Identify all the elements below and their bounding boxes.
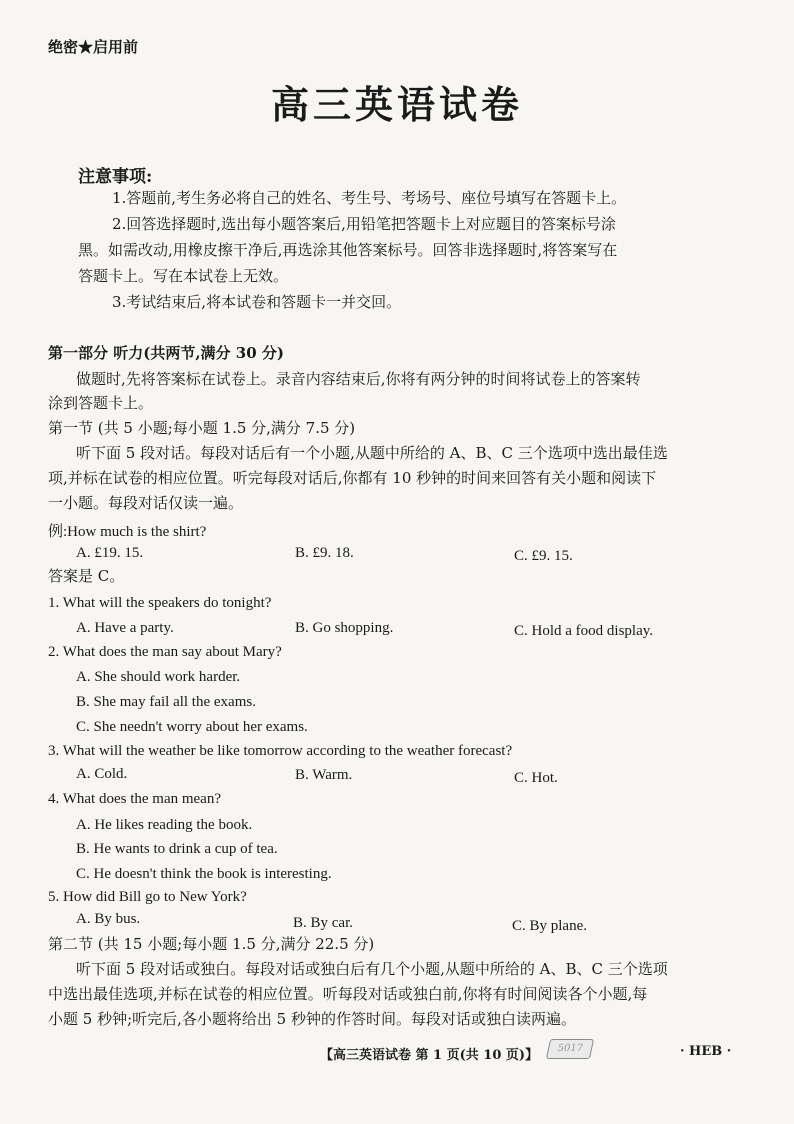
example-option-b: B. £9. 18. (295, 545, 354, 561)
page-footer: 【高三英语试卷 第 1 页(共 10 页)】 (320, 1048, 539, 1063)
notice-line: 2.回答选择题时,选出每小题答案后,用铅笔把答题卡上对应题目的答案标号涂 (112, 215, 616, 233)
example-option-c: C. £9. 15. (514, 548, 573, 564)
question-1-option-a: A. Have a party. (76, 620, 174, 636)
page-title: 高三英语试卷 (270, 82, 523, 127)
part1-heading: 第一部分 听力(共两节,满分 30 分) (48, 344, 284, 362)
section2-instructions: 中选出最佳选项,并标在试卷的相应位置。听每段对话或独白前,你将有时间阅读各个小题,每 (48, 985, 648, 1003)
question-4-option-c: C. He doesn't think the book is interesting. (76, 866, 332, 882)
notice-line: 黑。如需改动,用橡皮擦干净后,再选涂其他答案标号。回答非选择题时,将答案写在 (78, 241, 618, 259)
question-2-option-a: A. She should work harder. (76, 669, 241, 685)
question-1: 1. What will the speakers do tonight? (48, 595, 272, 611)
section2-heading: 第二节 (共 15 小题;每小题 1.5 分,满分 22.5 分) (48, 935, 375, 953)
example-question: 例:How much is the shirt? (48, 524, 207, 540)
question-5-option-c: C. By plane. (512, 918, 587, 934)
exam-code: · HEB · (680, 1044, 732, 1059)
question-3-option-c: C. Hot. (514, 770, 558, 786)
confidential-label: 绝密★启用前 (48, 38, 139, 56)
question-3: 3. What will the weather be like tomorrow according to the weather forecast? (48, 743, 513, 759)
section1-heading: 第一节 (共 5 小题;每小题 1.5 分,满分 7.5 分) (48, 419, 356, 437)
section2-instructions: 听下面 5 段对话或独白。每段对话或独白后有几个小题,从题中所给的 A、B、C 三个选项 (76, 960, 668, 978)
notice-heading: 注意事项: (78, 167, 153, 187)
example-answer: 答案是 C。 (48, 567, 125, 585)
question-3-option-a: A. Cold. (76, 766, 128, 782)
question-5-option-a: A. By bus. (76, 911, 141, 927)
question-4-option-a: A. He likes reading the book. (76, 817, 253, 833)
question-2-option-b: B. She may fail all the exams. (76, 694, 256, 710)
question-5-option-b: B. By car. (293, 915, 353, 931)
question-2-option-c: C. She needn't worry about her exams. (76, 719, 308, 735)
question-2: 2. What does the man say about Mary? (48, 644, 282, 660)
question-3-option-b: B. Warm. (295, 767, 353, 783)
section1-instructions: 一小题。每段对话仅读一遍。 (48, 494, 244, 512)
section1-instructions: 听下面 5 段对话。每段对话后有一个小题,从题中所给的 A、B、C 三个选项中选出最佳选 (76, 444, 668, 462)
question-4-option-b: B. He wants to drink a cup of tea. (76, 841, 278, 857)
section1-instructions: 项,并标在试卷的相应位置。听完每段对话后,你都有 10 秒钟的时间来回答有关小题和阅读下 (48, 469, 657, 487)
part1-instructions: 做题时,先将答案标在试卷上。录音内容结束后,你将有两分钟的时间将试卷上的答案转 (76, 370, 641, 388)
part1-instructions: 涂到答题卡上。 (48, 394, 154, 412)
question-1-option-c: C. Hold a food display. (514, 623, 654, 639)
question-1-option-b: B. Go shopping. (295, 620, 394, 636)
notice-line: 答题卡上。写在本试卷上无效。 (78, 267, 289, 285)
question-4: 4. What does the man mean? (48, 791, 221, 807)
notice-line: 3.考试结束后,将本试卷和答题卡一并交回。 (112, 293, 402, 311)
notice-line: 1.答题前,考生务必将自己的姓名、考生号、考场号、座位号填写在答题卡上。 (112, 189, 627, 207)
example-option-a: A. £19. 15. (76, 545, 144, 561)
print-stamp: 5017 (546, 1039, 594, 1059)
question-5: 5. How did Bill go to New York? (48, 889, 247, 905)
section2-instructions: 小题 5 秒钟;听完后,各小题将给出 5 秒钟的作答时间。每段对话或独白读两遍。 (48, 1010, 576, 1028)
